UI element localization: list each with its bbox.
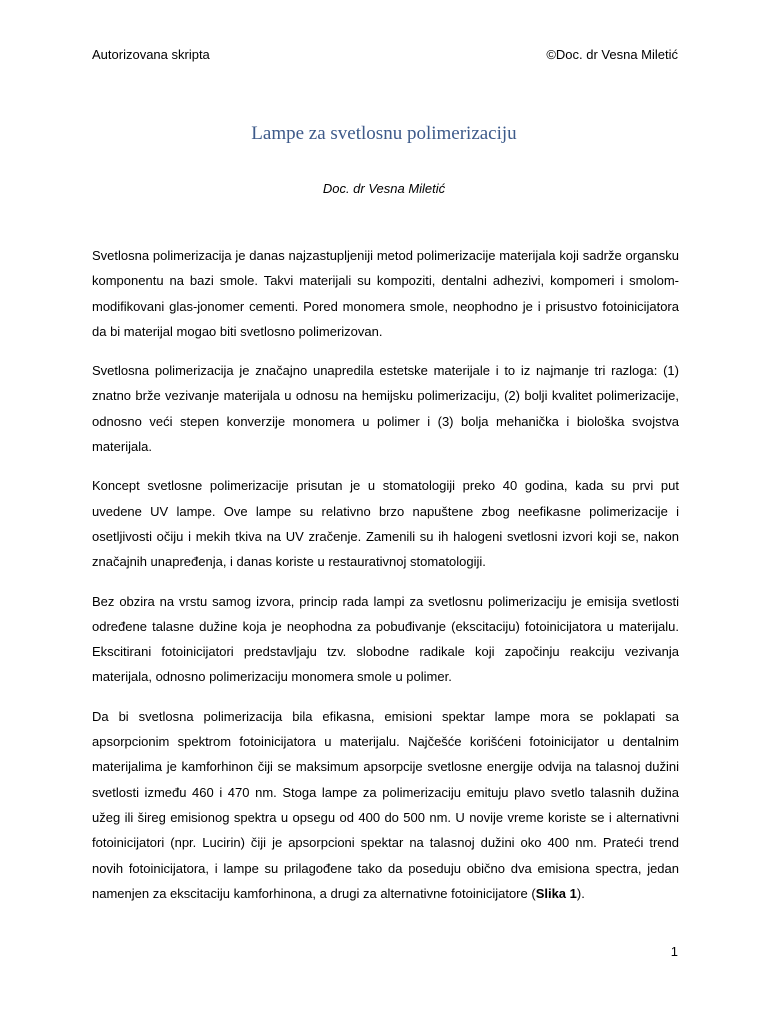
document-author: Doc. dr Vesna Miletić: [322, 181, 446, 196]
paragraph-text: Da bi svetlosna polimerizacija bila efikasna, emisioni spektar lampe mora se poklapati sa apsorpcionim spektrom fotoinicijatora u materijalu. Najčešće korišćeni fotoinicijator u dentalnim materijalima je kamforhinon čiji se maksimum apsorpcije svetlosne energije odvija na talasnoj dužini svetlosti između 460 i 470 nm. Stoga lampe za polimerizaciju emituju plavo svetlo talasnih dužina užeg ili šireg emisionog spektra u opsegu od 400 do 500 nm. U novije vreme koriste se i alternativni fotoinicijatori (npr. Lucirin) čiji je apsorpcioni spektar na talasnoj dužini oko 400 nm. Prateći trend novih fotoinicijatora, i lampe su prilagođene tako da poseduju obično dva emisiona spectra, jedan namenjen za ekscitaciju kamforhinona, a drugi za alternativne fotoinicijatore (: [92, 708, 679, 901]
paragraph-end: ).: [576, 885, 585, 901]
header-left-text: Autorizovana skripta: [92, 47, 210, 62]
paragraph: Svetlosna polimerizacija je značajno unapredila estetske materijale i to iz najmanje tri razloga: (1) znatno brže vezivanje materijala u odnosu na hemijsku polimerizaciju, (2) bolji kvalitet polimerizacije, odnosno veći stepen konverzije monomera u polimer i (3) bolja mehanička i biološka svojstva materijala.: [92, 363, 679, 455]
paragraph: Koncept svetlosne polimerizacije prisutan je u stomatologiji preko 40 godina, kada su prvi put uvedene UV lampe. Ove lampe su relativno brzo napuštene zbog neefikasne polimerizacije i osetljivosti očiju i mekih tkiva na UV zračenje. Zamenili su ih halogeni svetlosni izvori koji se, nakon značajnih unapređenja, i danas koriste u restaurativnoj stomatologiji.: [92, 478, 679, 570]
document-body: [92, 243, 679, 920]
page-header: [92, 46, 678, 64]
page-number: 1: [670, 944, 678, 959]
figure-reference: Slika 1: [535, 885, 577, 901]
paragraph: Svetlosna polimerizacija je danas najzastupljeniji metod polimerizacije materijala koji sadrže organsku komponentu na bazi smole. Takvi materijali su kompoziti, dentalni adhezivi, kompomeri i smolom-modifikovani glas-jonomer cementi. Pored monomera smole, neophodno je i prisustvo fotoinicijatora da bi materijal mogao biti svetlosno polimerizovan.: [92, 248, 679, 339]
paragraph: Bez obzira na vrstu samog izvora, princip rada lampi za svetlosnu polimerizaciju je emisija svetlosti određene talasne dužine koja je neophodna za pobuđivanje (ekscitaciju) fotoinicijatora u materijalu. Ekscitirani fotoinicijatori predstavljaju tzv. slobodne radikale koji započinju reakciju vezivanja materijala, odnosno polimerizaciju monomera smole u polimer.: [92, 593, 679, 685]
header-right-text: ©Doc. dr Vesna Miletić: [546, 47, 678, 62]
paragraph: [92, 704, 679, 906]
document-title: Lampe za svetlosnu polimerizaciju: [251, 123, 517, 144]
